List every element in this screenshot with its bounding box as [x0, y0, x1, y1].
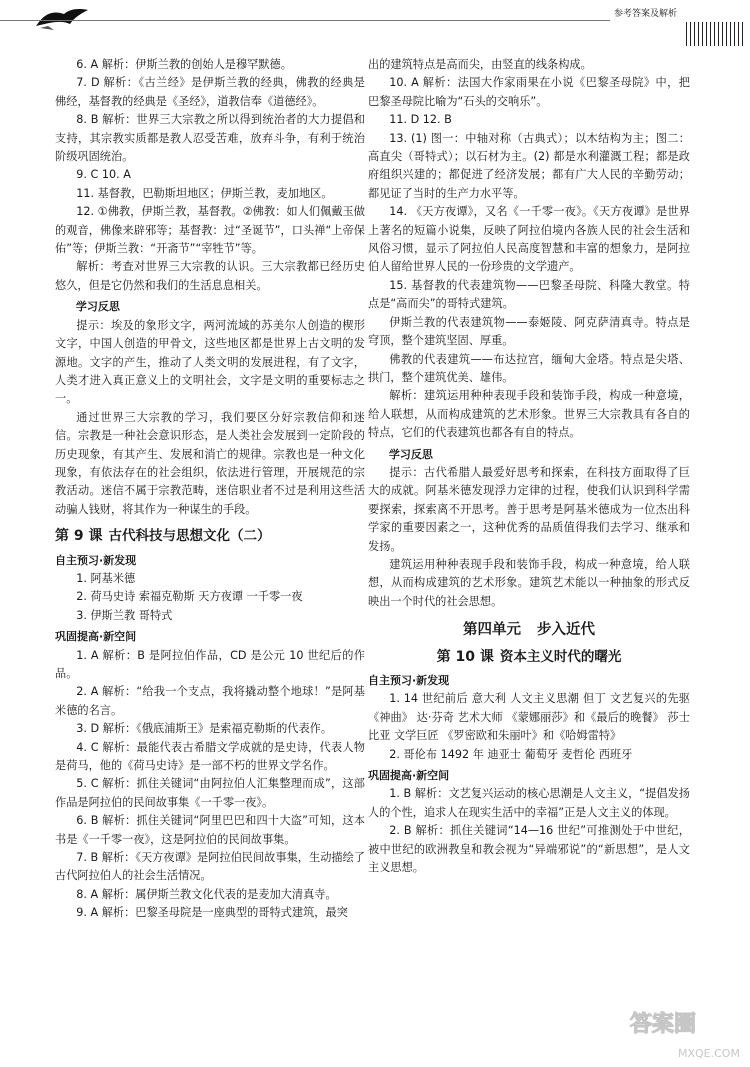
header-barcode — [686, 22, 746, 46]
answer-line: 15. 基督教的代表建筑物——巴黎圣母院、科隆大教堂。特点是“高而尖”的哥特式建筑。 — [368, 278, 690, 311]
right-column — [368, 56, 690, 877]
left-column — [55, 56, 365, 923]
answer-line: 通过世界三大宗教的学习，我们要区分好宗教信仰和迷信。宗教是一种社会意识形态，是人类社会发展到一定阶段的历史现象，有其产生、发展和消亡的规律。宗教也是一种文化现象，有依法存在的社会组织，依法进行管理，开展规范的宗教活动。迷信不属于宗教范畴，迷信职业者不过是利用这些活动骗人钱财，将其作为一种谋生的手段。 — [55, 410, 365, 516]
lesson-title: 古代科技与思想文化（二） — [108, 528, 271, 545]
answer-line: 建筑运用种种表现手段和装饰手段，构成一种意境，给人联想，从而构成建筑的艺术形象。建筑艺术能以一种抽象的形式反映出一个时代的社会思想。 — [368, 557, 690, 608]
answer-line: 3. 伊斯兰教 哥特式 — [76, 608, 173, 622]
answer-line: 8. A 解析：属伊斯兰教文化代表的是麦加大清真寺。 — [76, 887, 337, 901]
answer-line: 7. D 解析：《古兰经》是伊斯兰教的经典，佛教的经典是佛经，基督教的经典是《圣经》，道教信奉《道德经》。 — [55, 76, 365, 108]
answer-line: 解析：考查对世界三大宗教的认识。三大宗教都已经历史悠久，但是它仍然和我们的生活息息相关。 — [55, 260, 365, 292]
unit-heading — [368, 621, 690, 639]
answer-line: 4. C 解析：最能代表古希腊文学成就的是史诗，代表人物是荷马，他的《荷马史诗》是一部不朽的世界文学名作。 — [55, 740, 365, 773]
swallow-logo-icon — [34, 6, 90, 30]
answer-line: 解析：建筑运用种种表现手段和装饰手段，构成一种意境，给人联想，从而构成建筑的艺术形象。世界三大宗教具有各自的特点，它们的代表建筑也都各有自的特点。 — [368, 389, 690, 440]
answer-line: 2. A 解析：“给我一个支点，我将撬动整个地球！”是阿基米德的名言。 — [55, 685, 365, 717]
answer-line: 2. B 解析：抓住关键词“14—16 世纪”可推测处于中世纪，被中世纪的欧洲教皇和教会视为“异端邪说”的“新思想”，是人文主义思想。 — [368, 824, 690, 875]
section-heading: 自主预习·新发现 — [368, 674, 450, 687]
answer-line: 9. C 10. A — [76, 168, 131, 182]
section-heading: 自主预习·新发现 — [55, 553, 137, 567]
answer-line: 13. (1) 图一：中轴对称（古典式）；以木结构为主；图二：高直尖（哥特式）；以石材为主。(2) 都是水利灌溉工程；都是政府组织兴建的；都促进了经济发展；都有广大人民的辛勤劳动；都见证了当时的生产力水平等。 — [368, 131, 690, 200]
answer-line: 11. D 12. B — [389, 113, 452, 127]
answer-line: 1. A 解析：B 是阿拉伯作品，CD 是公元 10 世纪后的作品。 — [55, 648, 365, 680]
answer-line: 14. 《天方夜谭》，又名《一千零一夜》。《天方夜谭》是世界上著名的短篇小说集，反映了阿拉伯境内各族人民的社会生活和风俗习惯，显示了阿拉伯人民高度智慧和丰富的想象力，是阿拉伯人留给世界人民的一份珍贵的文学遗产。 — [368, 205, 690, 274]
lesson-heading — [368, 648, 690, 666]
watermark-logo — [626, 1003, 744, 1063]
answer-line: 6. B 解析：抓住关键词“阿里巴巴和四十大盗”可知，这本书是《一千零一夜》，这是阿拉伯的民间故事集。 — [55, 814, 365, 846]
answer-line: 5. C 解析：抓住关键词“由阿拉伯人汇集整理而成”，这部作品是阿拉伯的民间故事集《一千零一夜》。 — [55, 777, 365, 809]
answer-line: 提示：埃及的象形文字，两河流域的苏美尔人创造的楔形文字，中国人创造的甲骨文，这些地区都是世界上古文明的发源地。文字的产生，推动了人类文明的发展进程，有了文字，人类才进入真正意义上的文明社会，文字是文明的重要标志之一。 — [55, 318, 365, 406]
answer-line: 9. A 解析：巴黎圣母院是一座典型的哥特式建筑，最突 — [76, 906, 348, 920]
answer-line: 6. A 解析：伊斯兰教的创始人是穆罕默德。 — [76, 58, 292, 71]
unit-number: 第四单元 — [463, 622, 521, 639]
answer-line: 8. B 解析：世界三大宗教之所以得到统治者的大力提倡和支持，其宗教实质都是教人忍受苦难，放弃斗争，有利于统治阶级巩固统治。 — [55, 113, 365, 164]
lesson-title: 资本主义时代的曙光 — [499, 648, 622, 665]
page-header — [0, 0, 750, 50]
watermark-text: 答案圈 — [630, 1012, 697, 1037]
answer-line: 1. B 解析：文艺复兴运动的核心思潮是人文主义，“提倡发扬人的个性，追求人在现实生活中的幸福”正是人文主义的体现。 — [368, 787, 690, 819]
answer-line: 伊斯兰教的代表建筑物——泰姬陵、阿克萨清真寺。特点是穹顶，整个建筑坚固、厚重。 — [368, 315, 690, 348]
section-heading: 巩固提高·新空间 — [368, 769, 450, 783]
answer-line: 1. 14 世纪前后 意大利 人文主义思潮 但丁 文艺复兴的先驱 《神曲》 达·芬奇 艺术大师 《蒙娜丽莎》和《最后的晚餐》 莎士比亚 文学巨匠 《罗密欧和朱丽叶》和《哈姆雷特》 — [368, 692, 690, 743]
header-title: 参考答案及解析 — [614, 9, 678, 19]
answer-line: 11. 基督教，巴勒斯坦地区；伊斯兰教，麦加地区。 — [76, 186, 333, 200]
header-rule — [0, 20, 610, 21]
answer-line: 2. 哥伦布 1492 年 迪亚士 葡萄牙 麦哲伦 西班牙 — [389, 747, 633, 761]
answer-line: 2. 荷马史诗 索福克勒斯 天方夜谭 一千零一夜 — [76, 590, 303, 604]
section-heading: 学习反思 — [75, 300, 120, 314]
lesson-heading — [55, 527, 365, 545]
unit-title: 步入近代 — [537, 622, 595, 639]
watermark-url: MXQE.COM — [678, 1047, 740, 1060]
section-heading: 学习反思 — [388, 447, 433, 461]
lesson-number: 第 10 课 — [436, 648, 494, 665]
answer-line: 出的建筑特点是高而尖，由竖直的线条构成。 — [368, 58, 592, 71]
answer-line: 12. ①佛教，伊斯兰教，基督教。②佛教：如人们佩戴玉做的观音，佛像来辟邪等；基督教：过“圣诞节”，口头禅“上帝保佑”等；伊斯兰教：“开斋节”“宰牲节”等。 — [55, 205, 365, 256]
answer-line: 10. A 解析：法国大作家雨果在小说《巴黎圣母院》中，把巴黎圣母院比喻为“石头的交响乐”。 — [368, 76, 690, 108]
answer-line: 7. B 解析：《天方夜谭》是阿拉伯民间故事集，生动描绘了古代阿拉伯人的社会生活情况。 — [55, 851, 365, 883]
lesson-number: 第 9 课 — [55, 528, 103, 545]
section-heading: 巩固提高·新空间 — [55, 630, 137, 644]
answer-line: 3. D 解析：《俄底浦斯王》是索福克勒斯的代表作。 — [76, 722, 333, 736]
answer-line: 佛教的代表建筑——布达拉宫，缅甸大金塔。特点是尖塔、拱门，整个建筑优美、雄伟。 — [368, 352, 690, 384]
answer-line: 提示：古代希腊人最爱好思考和探索，在科技方面取得了巨大的成就。阿基米德发现浮力定律的过程，使我们认识到科学需要探索，探索离不开思考。善于思考是阿基米德成为一位杰出科学家的重要因素之一，这种优秀的品质值得我们去学习、继承和发扬。 — [368, 465, 690, 553]
answer-line: 1. 阿基米德 — [76, 571, 136, 585]
